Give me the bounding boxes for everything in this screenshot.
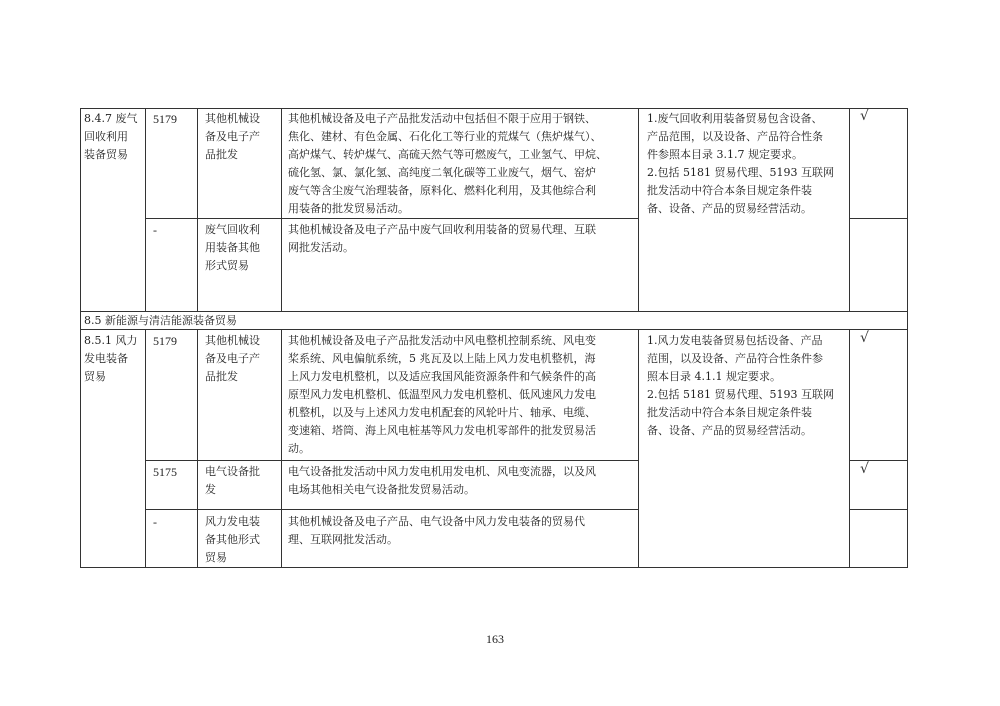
page-number: 163 — [486, 632, 504, 646]
table-border-left — [80, 108, 81, 568]
column-divider — [197, 108, 198, 311]
column-divider — [145, 108, 146, 311]
row-divider — [849, 509, 908, 510]
column-divider — [638, 108, 639, 311]
category-cell: 8.5.1 风力 发电装备 贸易 — [84, 334, 138, 383]
description-cell: 其他机械设备及电子产品中废气回收利用装备的贸易代理、互联 网批发活动。 — [288, 223, 596, 254]
table-border-top — [80, 108, 908, 109]
industry-code-cell: 5179 — [153, 112, 177, 126]
column-divider — [281, 329, 282, 567]
table-border-bottom — [80, 567, 908, 568]
industry-code-cell: 5175 — [153, 465, 177, 479]
description-cell: 其他机械设备及电子产品批发活动中风电整机控制系统、风电变 桨系统、风电偏航系统，5 兆瓦及以上陆上风力发电机整机，海 上风力发电机整机，以及适应我国风能资源条件和气候条件的高 原型风力发电机整机、低温型风力发电机整机、低风速风力发电 机整机，以及与上述风力发电机配套的风轮叶片、轴承、电缆、 变速箱、塔筒、海上风电桩基等风力发电机零部件的批发贸易活 动。 — [288, 334, 596, 455]
category-cell: 8.4.7 废气 回收利用 装备贸易 — [84, 112, 138, 161]
description-cell: 电气设备批发活动中风力发电机用发电机、风电变流器，以及风 电场其他相关电气设备批发贸易活动。 — [288, 465, 596, 496]
row-divider — [145, 218, 638, 219]
row-divider — [145, 460, 638, 461]
industry-name-cell: 其他机械设 备及电子产 品批发 — [205, 112, 260, 161]
description-cell: 其他机械设备及电子产品、电气设备中风力发电装备的贸易代 理、互联网批发活动。 — [288, 515, 585, 546]
industry-name-cell: 其他机械设 备及电子产 品批发 — [205, 334, 260, 383]
column-divider — [145, 329, 146, 567]
industry-name-cell: 风力发电装 备其他形式 贸易 — [205, 515, 260, 564]
checkmark: √ — [860, 330, 869, 346]
section-header: 8.5 新能源与清洁能源装备贸易 — [84, 314, 237, 327]
column-divider — [638, 329, 639, 567]
row-divider — [849, 460, 908, 461]
column-divider — [849, 329, 850, 567]
notes-cell: 1.废气回收利用装备贸易包含设备、 产品范围，以及设备、产品符合性条 件参照本目录 3.1.7 规定要求。 2.包括 5181 贸易代理、5193 互联网 批发活动中符合本条目规定条件装 备、设备、产品的贸易经营活动。 — [647, 112, 834, 215]
column-divider — [197, 329, 198, 567]
column-divider — [849, 108, 850, 311]
industry-code-cell: - — [153, 515, 157, 529]
description-cell: 其他机械设备及电子产品批发活动中包括但不限于应用于钢铁、 焦化、建材、有色金属、石化化工等行业的荒煤气（焦炉煤气）、 高炉煤气、转炉煤气、高硫天然气等可燃废气，工业氢气、甲烷、 硫化氢、氯、氯化氢、高纯度二氧化碳等工业废气，烟气、窑炉 废气等含尘废气治理装备，原料化、燃料化利用，及其他综合利 用装备的批发贸易活动。 — [288, 112, 607, 215]
notes-cell: 1.风力发电装备贸易包括设备、产品 范围，以及设备、产品符合性条件参 照本目录 4.1.1 规定要求。 2.包括 5181 贸易代理、5193 互联网 批发活动中符合本条目规定条件装 备、设备、产品的贸易经营活动。 — [647, 334, 834, 437]
column-divider — [281, 108, 282, 311]
checkmark: √ — [860, 461, 869, 477]
industry-name-cell: 废气回收利 用装备其他 形式贸易 — [205, 223, 260, 272]
checkmark: √ — [860, 108, 869, 124]
industry-code-cell: 5179 — [153, 334, 177, 348]
table-border-right — [907, 108, 908, 568]
industry-code-cell: - — [153, 223, 157, 237]
row-divider — [145, 509, 638, 510]
row-divider — [849, 218, 908, 219]
industry-name-cell: 电气设备批 发 — [205, 465, 260, 496]
